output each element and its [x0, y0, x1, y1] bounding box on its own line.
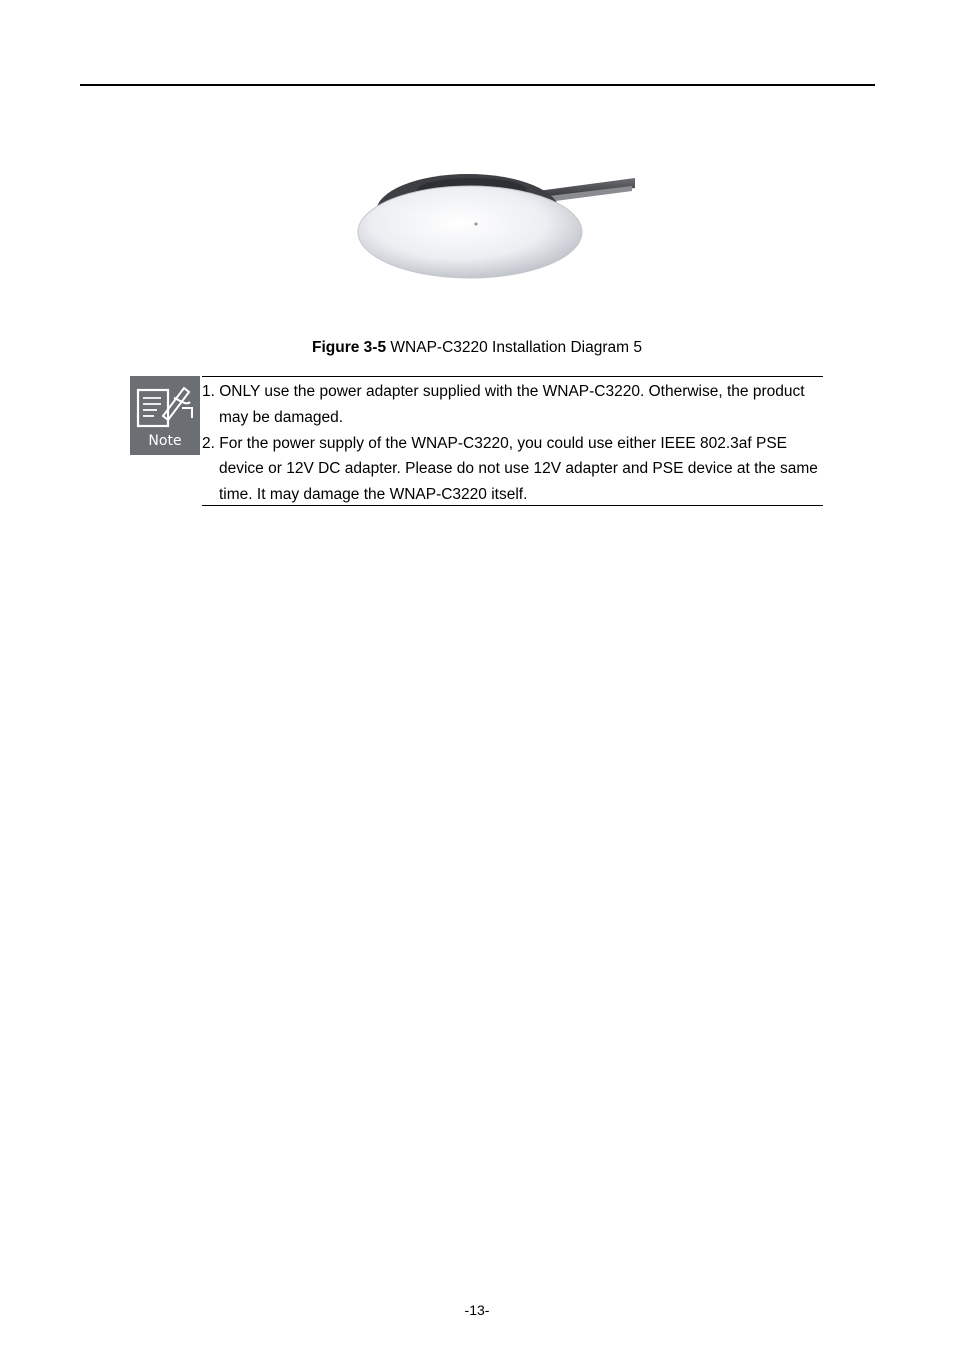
- access-point-image: [350, 170, 640, 290]
- header-rule: [80, 84, 875, 86]
- figure-text: WNAP-C3220 Installation Diagram 5: [390, 339, 642, 356]
- page-number: -13-: [464, 1302, 490, 1318]
- note-icon: [130, 376, 200, 455]
- note-icon-label: Note: [148, 433, 182, 449]
- note-item: 2. For the power supply of the WNAP-C3220, you could use either IEEE 802.3af PSE device or 12V DC adapter. Please do not use 12V adapter and PSE device at the same time. It may damage the WNAP-C3220 itself.: [202, 434, 818, 504]
- note-box: [202, 376, 823, 506]
- figure-label: Figure 3-5: [312, 339, 387, 356]
- note-item: 1. ONLY use the power adapter supplied with the WNAP-C3220. Otherwise, the product may be damaged.: [202, 383, 805, 426]
- figure-caption: [0, 339, 954, 357]
